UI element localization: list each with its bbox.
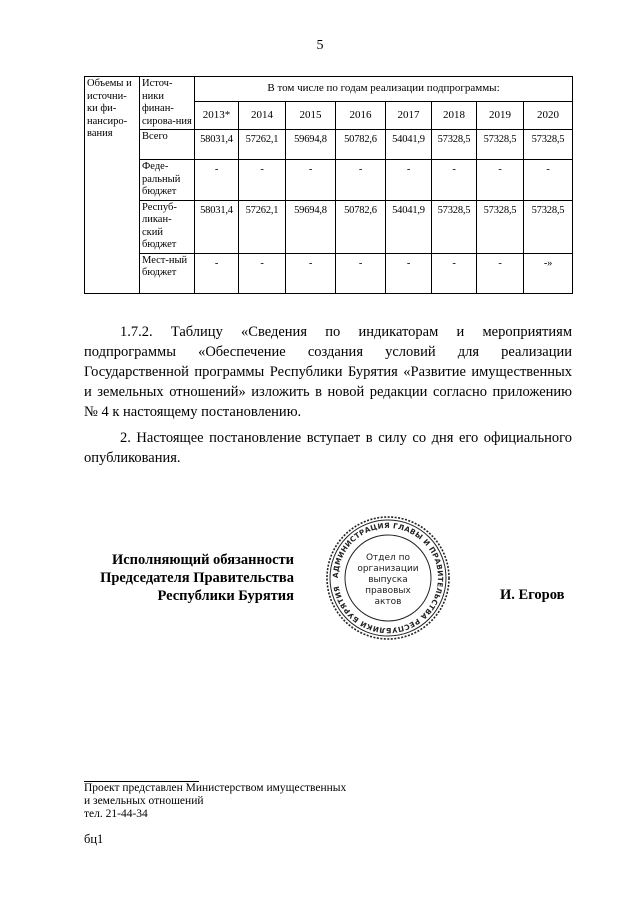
table-row [85,253,573,293]
table-row [85,200,573,253]
year-cell: 2020 [524,101,573,129]
paragraph-1-7-2: 1.7.2. Таблицу «Сведения по индикаторам и мероприятиям подпрограммы «Обеспечение создания условий для реализации Государственной программы Республики Бурятия «Развитие имущественных и земельных отношений» изложить в новой редакции согласно приложению № 4 к настоящему постановлению. [84,324,572,420]
value-cell: 57328,5 [524,130,573,160]
value-cell: - [239,253,286,293]
value-cell: 59694,8 [286,200,336,253]
value-cell: - [286,160,336,201]
signature-title-line: Председателя Правительства [100,570,294,586]
value-cell: - [336,160,386,201]
signature-title-line: Республики Бурятия [157,588,294,604]
value-cell: 57262,1 [239,200,286,253]
signature-title-line: Исполняющий обязанности [111,552,294,568]
value-cell: - [195,253,239,293]
footer-line: Проект представлен Министерством имущественных [84,782,347,794]
signature-block [84,551,294,605]
year-cell: 2014 [239,101,286,129]
value-cell: 50782,6 [336,200,386,253]
year-cell: 2018 [432,101,477,129]
stamp-line: организации [357,564,419,574]
stamp-line: актов [374,597,402,607]
document-code: бц1 [84,832,104,846]
signatory-name: И. Егоров [500,587,565,603]
footer-line: и земельных отношений [84,795,204,807]
value-cell: -» [524,253,573,293]
year-cell: 2017 [386,101,432,129]
value-cell: - [386,253,432,293]
paragraph-2: 2. Настоящее постановление вступает в силу со дня его официального опубликования. [84,430,572,466]
value-cell: - [524,160,573,201]
stamp-line: Отдел по [365,553,411,563]
stamp-ring-text: АДМИНИСТРАЦИЯ ГЛАВЫ И ПРАВИТЕЛЬСТВА РЕСПУБЛИКИ БУРЯТИЯ [330,520,446,636]
value-cell: 57328,5 [432,200,477,253]
header-funding-sources: Источ-ники финан-сирова-ния [140,77,195,130]
year-cell: 2016 [336,101,386,129]
stamp-line: выпуска [368,575,408,585]
footer-line: тел. 21-44-34 [84,808,148,820]
year-cell: 2015 [286,101,336,129]
value-cell: 58031,4 [195,200,239,253]
value-cell: - [239,160,286,201]
table-header-row [85,77,573,102]
value-cell: 57328,5 [432,130,477,160]
year-cell: 2019 [477,101,524,129]
value-cell: - [195,160,239,201]
value-cell: - [336,253,386,293]
financing-table [84,76,573,294]
value-cell: - [477,253,524,293]
value-cell: - [477,160,524,201]
value-cell: - [286,253,336,293]
value-cell: 57262,1 [239,130,286,160]
header-volumes-sources: Объемы и источни-ки фи-нансиро-вания [85,77,140,294]
value-cell: 57328,5 [477,130,524,160]
table-row [85,160,573,201]
value-cell: - [432,160,477,201]
value-cell: 58031,4 [195,130,239,160]
value-cell: 54041,9 [386,130,432,160]
official-stamp [324,514,452,642]
stamp-line: правовых [365,586,411,596]
row-label: Всего [140,130,195,160]
page-number: 5 [316,38,324,53]
row-label: Феде-ральный бюджет [140,160,195,201]
value-cell: 57328,5 [477,200,524,253]
value-cell: 54041,9 [386,200,432,253]
value-cell: - [432,253,477,293]
table-row [85,130,573,160]
year-cell: 2013* [195,101,239,129]
value-cell: 50782,6 [336,130,386,160]
row-label: Респуб-ликан-ский бюджет [140,200,195,253]
row-label: Мест-ный бюджет [140,253,195,293]
header-by-years: В том числе по годам реализации подпрограммы: [195,77,573,102]
value-cell: 59694,8 [286,130,336,160]
value-cell: 57328,5 [524,200,573,253]
footer-note [84,782,346,821]
value-cell: - [386,160,432,201]
